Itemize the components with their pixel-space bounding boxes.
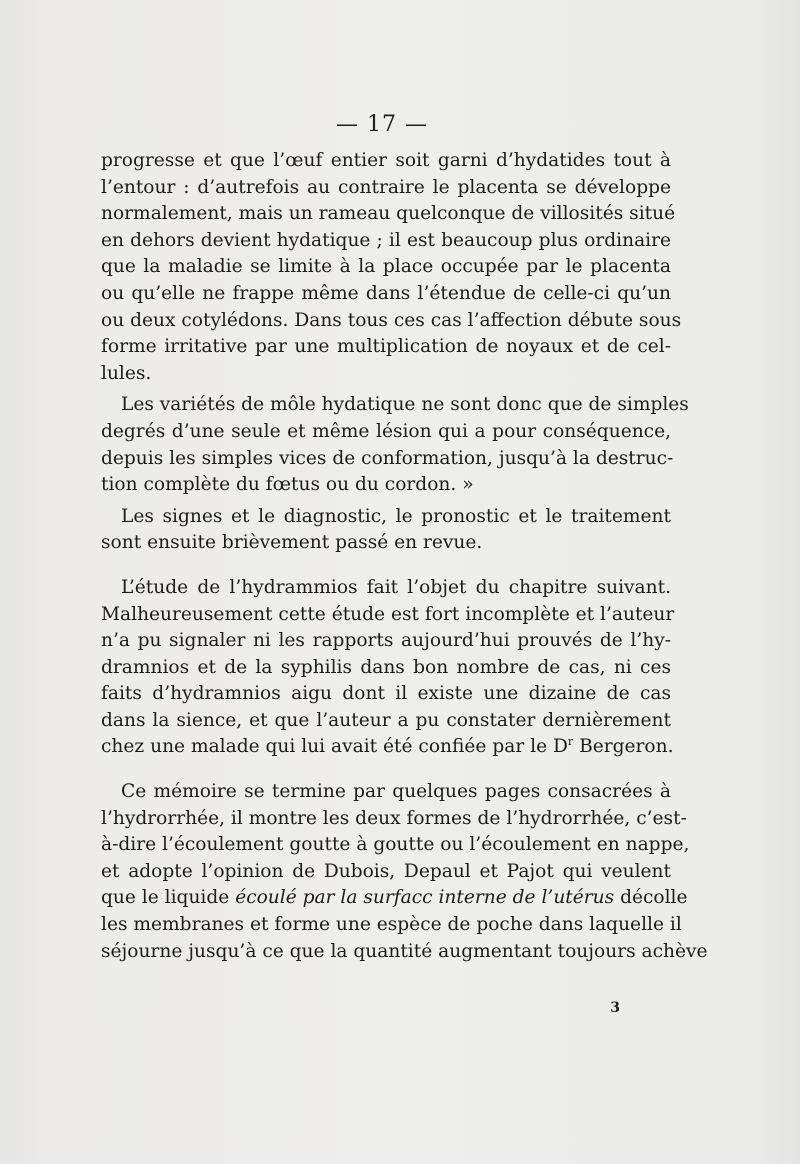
paragraph-3 (101, 504, 671, 557)
text-line: depuis les simples vices de conformation, jusqu’à la destruc- (101, 447, 674, 469)
text-line (101, 734, 674, 761)
text-line: Les signes et le diagnostic, le pronostic et le traitement (121, 505, 671, 527)
text-line: ou qu’elle ne frappe même dans l’étendue de celle-ci qu’un (101, 282, 671, 304)
paragraph-4 (101, 575, 675, 761)
text-line: faits d’hydramnios aigu dont il existe une dizaine de cas (101, 683, 671, 705)
text-fragment: Bergeron. (573, 736, 674, 758)
text-line: dans la sience, et que l’auteur a pu constater dernièrement (101, 709, 671, 731)
text-line: et adopte l’opinion de Dubois, Depaul et Pajot qui veulent (101, 860, 671, 882)
text-line: tion complète du fœtus ou du cordon. » (101, 474, 474, 496)
paragraph-5 (101, 779, 708, 965)
text-line: forme irritative par une multiplication de noyaux et de cel- (101, 336, 671, 358)
text-line: normalement, mais un rameau quelconque de villosités situé (101, 203, 676, 225)
text-line: L’étude de l’hydrammios fait l’objet du chapitre suivant. (121, 576, 671, 598)
text-line: séjourne jusqu’à ce que la quantité augmentant toujours achève (101, 940, 708, 962)
superscript: r (567, 735, 574, 749)
text-fragment: que le liquide (101, 887, 236, 909)
text-line: n’a pu signaler ni les rapports aujourd’hui prouvés de l’hy- (101, 630, 671, 652)
text-line (101, 885, 688, 912)
text-line: dramnios et de la syphilis dans bon nombre de cas, ni ces (101, 656, 671, 678)
text-fragment: décolle (614, 887, 688, 909)
body-text (101, 148, 708, 965)
text-line: ou deux cotylédons. Dans tous ces cas l’affection débute sous (101, 309, 682, 331)
text-line: que la maladie se limite à la place occupée par le placenta (101, 256, 671, 278)
paragraph-gap (101, 557, 671, 575)
text-line: progresse et que l’œuf entier soit garni d’hydatides tout à (101, 150, 671, 171)
text-line: sont ensuite brièvement passé en revue. (101, 532, 483, 554)
text-line: l’hydrorrhée, il montre les deux formes de l’hydrorrhée, c’est- (101, 807, 687, 829)
text-line: Ce mémoire se termine par quelques pages consacrées à (121, 781, 671, 803)
text-line: degrés d’une seule et même lésion qui a pour conséquence, (101, 420, 671, 442)
text-line: Les variétés de môle hydatique ne sont donc que de simples (121, 394, 689, 416)
text-line: lules. (101, 362, 152, 384)
text-line: en dehors devient hydatique ; il est beaucoup plus ordinaire (101, 229, 671, 251)
text-line: à-dire l’écoulement goutte à goutte ou l’écoulement en nappe, (101, 834, 690, 856)
text-line: Malheureusement cette étude est fort incomplète et l’auteur (101, 603, 675, 625)
paragraph-1 (101, 148, 682, 387)
paragraph-gap (101, 761, 671, 779)
paragraph-2 (101, 392, 689, 498)
text-line: l’entour : d’autrefois au contraire le placenta se développe (101, 176, 671, 198)
text-fragment: chez une malade qui lui avait été confiée par le D (101, 736, 568, 758)
text-line: les membranes et forme une espèce de poche dans laquelle il (101, 914, 682, 936)
page-number-header: — 17 — (336, 112, 428, 137)
signature-mark: 3 (610, 1000, 620, 1016)
italic-phrase: écoulé par la surfacc interne de l’utérus (235, 887, 615, 909)
